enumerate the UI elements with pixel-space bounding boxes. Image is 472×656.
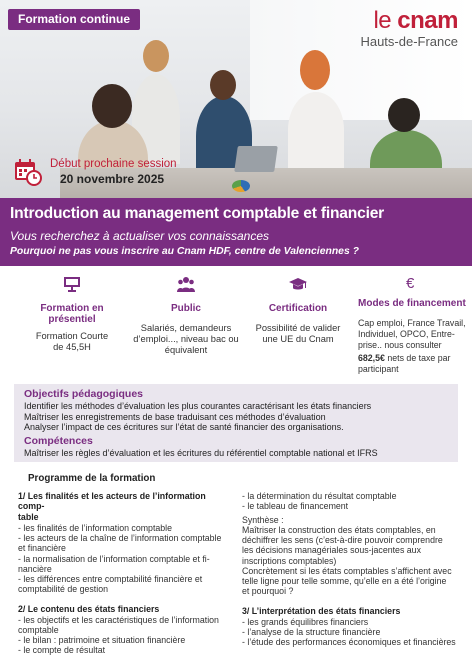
feature-title: [20, 303, 124, 325]
programme-line: Concrètement si les états comptables s’affichent avec: [242, 565, 452, 576]
feature-financing: [358, 276, 470, 375]
programme-line: inscriptions comptables): [242, 555, 337, 566]
objectives-box: [14, 384, 458, 462]
objective-item: Analyser l’impact de ces écritures sur l’état de santé financier des organisations.: [24, 422, 344, 433]
price-suffix-line: participant: [358, 364, 399, 374]
euro-icon: €: [406, 275, 415, 292]
feature-public: [130, 276, 242, 356]
cnam-wordmark: [360, 9, 458, 33]
programme-line: - les différences entre comptabilité financière et: [18, 573, 203, 584]
programme-line: comptable: [18, 625, 59, 636]
person-head: [92, 84, 132, 128]
price-value: 682,5€: [358, 353, 385, 363]
competence-item: Maîtriser les règles d’évaluation et les écritures du référentiel comptable national et IFRS: [24, 447, 378, 458]
financing-modes: [358, 318, 470, 351]
feature-desc-line: d’emploi..., niveau bac ou: [133, 334, 239, 344]
banner-subtitle: Vous recherchez à actualiser vos connaissances: [10, 229, 270, 243]
session-date: 20 novembre 2025: [60, 172, 165, 186]
programme-line: - le bilan : patrimoine et situation financière: [18, 635, 186, 646]
financing-line: Cap emploi, France Travail,: [358, 318, 466, 328]
spacer: [18, 594, 234, 604]
financing-price: [358, 353, 470, 375]
programme-line: et pourquoi ?: [242, 585, 294, 596]
programme-title: Programme de la formation: [28, 473, 156, 484]
programme-line: comptabilité de gestion: [18, 583, 108, 594]
graduation-cap-icon: [289, 276, 307, 292]
formation-tag: Formation continue: [8, 9, 140, 30]
programme-line: les décisions managériales sous-jacentes aux: [242, 545, 421, 556]
feature-desc-line: Possibilité de valider: [255, 323, 341, 333]
pie-chart-document: [232, 180, 250, 192]
banner-question: Pourquoi ne pas vous inscrire au Cnam HDF, centre de Valenciennes ?: [10, 246, 359, 257]
feature-format: [20, 276, 124, 353]
programme-line: Maîtriser la construction des états comptables, en: [242, 525, 436, 536]
course-title: Introduction au management comptable et financier: [10, 205, 385, 222]
logo-cnam: cnam: [397, 7, 458, 34]
programme-line: - l’étude des performances économiques et financières: [242, 637, 456, 648]
programme-line: - les objectifs et les caractéristiques de l’information: [18, 615, 219, 626]
cnam-logo: [360, 9, 458, 49]
programme-line: - la détermination du résultat comptable: [242, 491, 397, 501]
objective-item: Identifier les méthodes d’évaluation les plus courantes caractérisant les états financiers: [24, 401, 372, 411]
feature-title: Certification: [268, 303, 328, 314]
programme-section-heading: table: [18, 512, 39, 523]
programme-column-left: [18, 491, 234, 655]
person-silhouette: [288, 92, 344, 168]
spacer: [242, 596, 456, 606]
financing-title: Modes de financement: [358, 298, 466, 309]
person-head: [388, 98, 420, 132]
title-banner: [0, 198, 472, 266]
financing-line: prise.. nous consulter: [358, 340, 442, 350]
feature-certification: [246, 276, 350, 345]
programme-section-heading: 2/ Le contenu des états financiers: [18, 603, 160, 614]
feature-desc: [130, 323, 242, 356]
logo-le: le: [373, 7, 398, 34]
key-features: [0, 266, 472, 382]
feature-desc-line: une UE du Cnam: [262, 334, 334, 344]
objective-item: Maîtriser les enregistrements de base traduisant ces méthodes d’évaluation: [24, 411, 326, 422]
financing-line: Individuel, OPCO, Entre-: [358, 329, 455, 339]
calendar-clock-icon: [14, 158, 42, 186]
programme-section-heading: 1/ Les finalités et les acteurs de l’information comp-: [18, 491, 206, 512]
presentation-icon: [63, 276, 81, 292]
session-label: Début prochaine session: [50, 158, 177, 170]
feature-title-line: présentiel: [48, 314, 96, 325]
hero-photo: [0, 0, 472, 198]
programme-line: déchiffrer les sens (c’est-à-dire pouvoir comprendre: [242, 535, 443, 546]
person-head: [210, 70, 236, 100]
programme-line: et financière: [18, 543, 66, 554]
feature-desc-line: équivalent: [164, 345, 208, 355]
feature-desc: [246, 323, 350, 345]
logo-region: Hauts-de-France: [360, 34, 458, 49]
feature-desc-line: Salariés, demandeurs: [140, 323, 232, 333]
laptop: [234, 146, 278, 172]
person-head: [300, 50, 330, 90]
programme-line: Synthèse :: [242, 515, 284, 526]
competences-title: Compétences: [24, 434, 93, 447]
programme-line: - les finalités de l’information comptable: [18, 523, 173, 534]
feature-title: Public: [170, 303, 201, 314]
feature-title-line: Formation en: [40, 303, 104, 314]
person-head: [143, 40, 169, 72]
objectives-title: Objectifs pédagogiques: [24, 388, 144, 400]
programme-line: nancière: [18, 563, 52, 574]
programme-line: telle ligne pour telle somme, qu’elle en a été l’origine: [242, 575, 447, 586]
programme-line: - la normalisation de l’information comptable et fi-: [18, 553, 210, 564]
programme-line: - le compte de résultat: [18, 645, 106, 656]
programme-line: - l’analyse de la structure financière: [242, 627, 381, 638]
feature-desc-line: de 45,5H: [53, 342, 91, 352]
programme-line: - le tableau de financement: [242, 501, 349, 512]
programme-section-heading: 3/ L’interprétation des états financiers: [242, 605, 401, 616]
price-suffix: nets de taxe par: [384, 353, 451, 363]
next-session: [14, 158, 204, 186]
programme-column-right: [242, 491, 456, 647]
people-icon: [177, 276, 195, 292]
feature-desc: [20, 331, 124, 353]
feature-desc-line: Formation Courte: [35, 331, 109, 341]
programme-line: - les acteurs de la chaîne de l’information comptable: [18, 533, 222, 544]
programme-line: - les grands équilibres financiers: [242, 617, 369, 628]
